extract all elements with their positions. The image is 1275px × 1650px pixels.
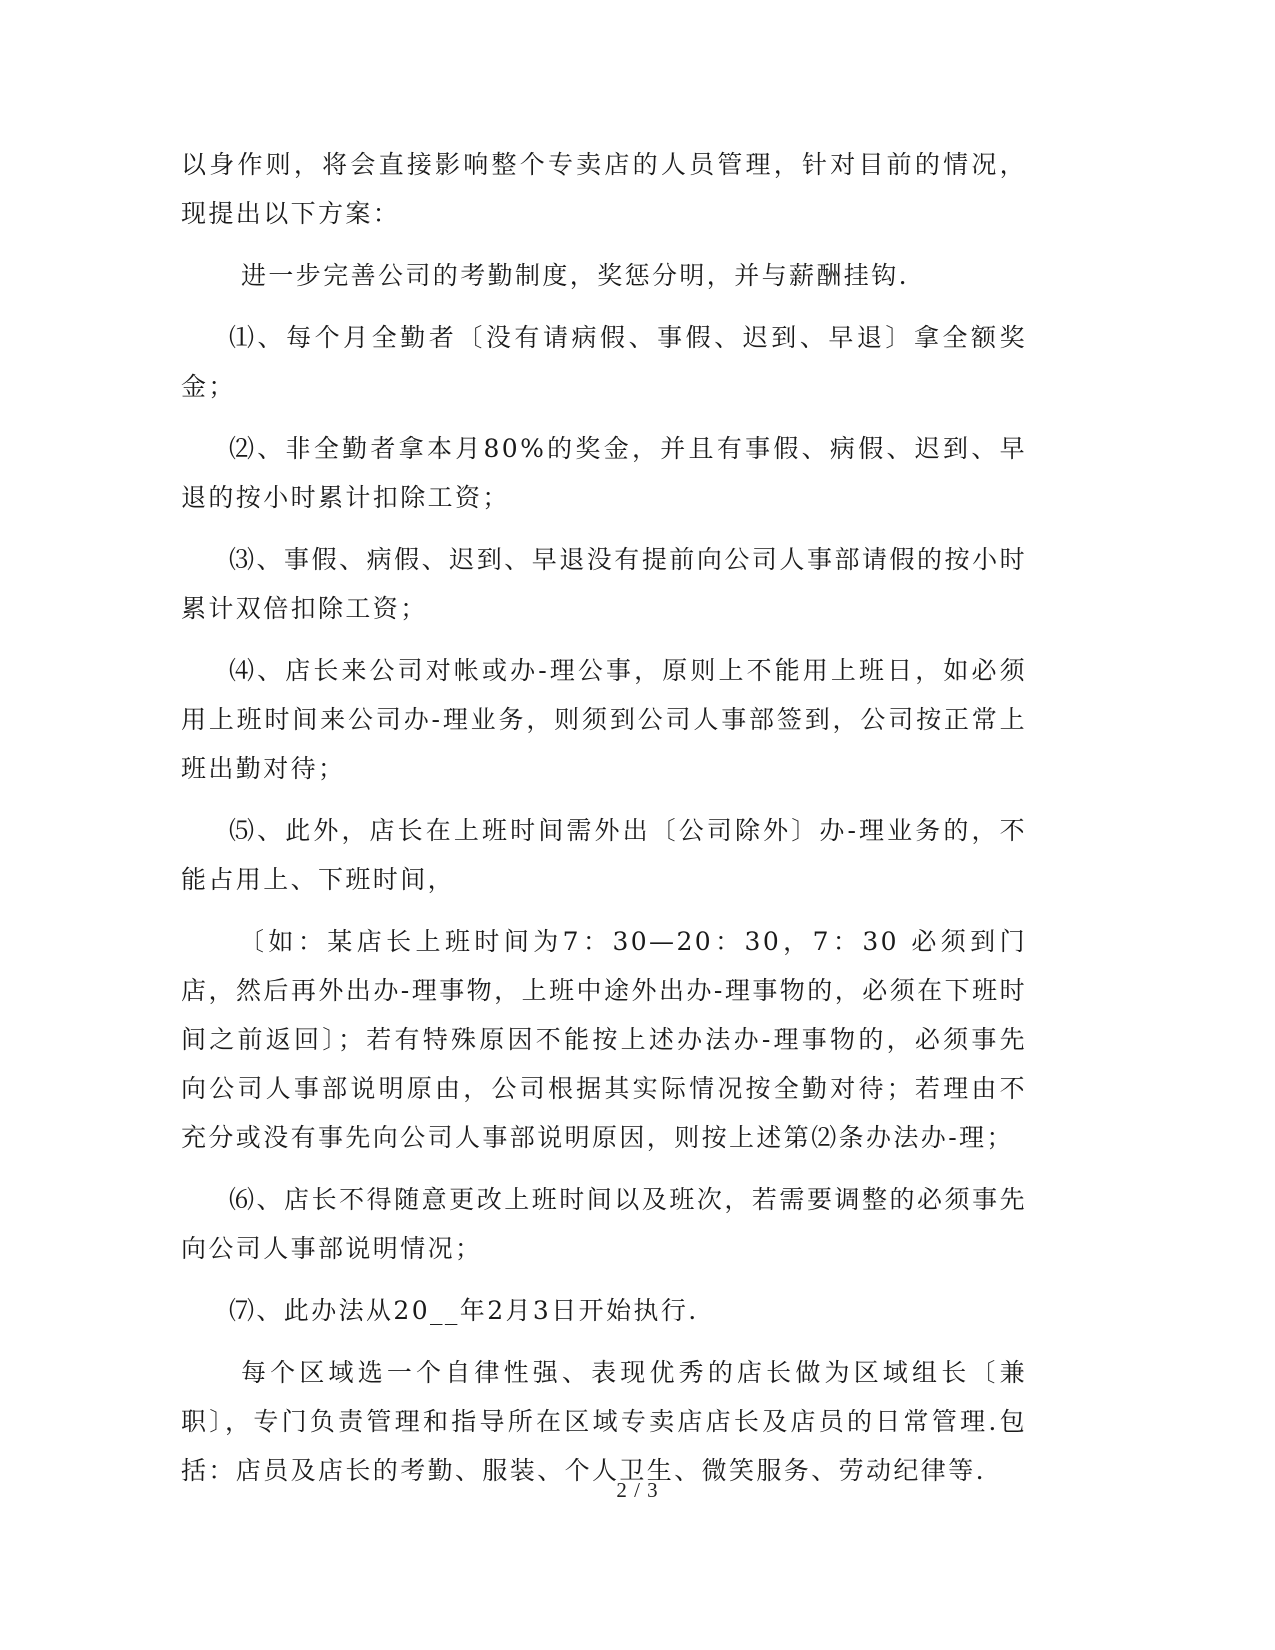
paragraph-item-5-example: 〔如：某店长上班时间为7：30—20：30，7：30 必须到门店，然后再外出办-理事物，上班中途外出办-理事物的，必须在下班时间之前返回〕；若有特殊原因不能按上述办法办-理事物的，必须事先向公司人事部说明原由，公司根据其实际情况按全勤对待；若理由不充分或没有事先向公司人事部说明原因，则按上述第⑵条办法办-理； [181,927,1027,1152]
paragraph-item-2: ⑵、非全勤者拿本月80%的奖金，并且有事假、病假、迟到、早退的按小时累计扣除工资； [181,434,1027,512]
paragraph-item-5: ⑸、此外，店长在上班时间需外出〔公司除外〕办-理业务的，不能占用上、下班时间， [181,816,1027,894]
page-number: 2 / 3 [616,1478,659,1502]
paragraph-item-6: ⑹、店长不得随意更改上班时间以及班次，若需要调整的必须事先向公司人事部说明情况； [181,1185,1027,1263]
paragraph-item-1: ⑴、每个月全勤者〔没有请病假、事假、迟到、早退〕拿全额奖金； [181,323,1027,401]
paragraph-item-4: ⑷、店长来公司对帐或办-理公事，原则上不能用上班日，如必须用上班时间来公司办-理业务，则须到公司人事部签到，公司按正常上班出勤对待； [181,656,1027,783]
paragraph-item-3: ⑶、事假、病假、迟到、早退没有提前向公司人事部请假的按小时累计双倍扣除工资； [181,545,1027,623]
paragraph-item-7: ⑺、此办法从20__年2月3日开始执行. [229,1296,699,1325]
document-body [181,140,1027,1495]
paragraph-intro: 以身作则，将会直接影响整个专卖店的人员管理，针对目前的情况，现提出以下方案： [181,150,1027,228]
paragraph-attendance-system: 进一步完善公司的考勤制度，奖惩分明，并与薪酬挂钩. [241,261,909,290]
paragraph-regional-leader: 每个区域选一个自律性强、表现优秀的店长做为区域组长〔兼职〕，专门负责管理和指导所在区域专卖店店长及店员的日常管理.包括：店员及店长的考勤、服装、个人卫生、微笑服务、劳动纪律等. [181,1358,1027,1485]
